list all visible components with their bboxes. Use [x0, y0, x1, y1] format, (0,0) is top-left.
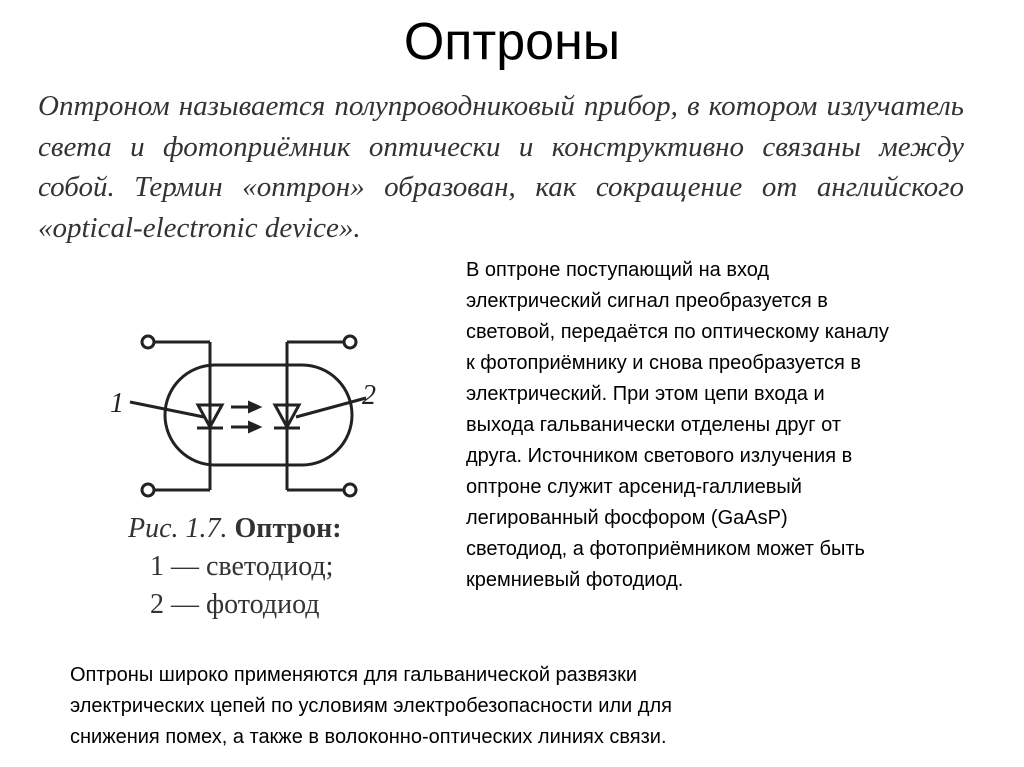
caption-heading — [128, 510, 418, 548]
light-arrow-icon — [249, 402, 260, 412]
light-arrow-icon — [249, 422, 260, 432]
diagram-label-2: 2 — [362, 380, 376, 411]
description-paragraph: В оптроне поступающий на вход электрический сигнал преобразуется в световой, передаётся по оптическому каналу к фотоприёмнику и снова преобразуется в электрический. При этом цепи входа и выхода гальванически отделены друг от друга. Источником светового излучения в оптроне служит арсенид-галлиевый легированный фосфором (GaAsP) светодиод, а фотоприёмником может быть кремниевый фотодиод. — [466, 259, 889, 591]
caption-legend-1: 1 — светодиод; — [150, 551, 334, 582]
caption-figure-number: Рис. 1.7. — [128, 513, 228, 544]
leader-line-2 — [296, 398, 366, 417]
diagram-label-1: 1 — [110, 388, 124, 419]
input-terminal-top — [142, 336, 154, 348]
output-terminal-top — [344, 336, 356, 348]
optocoupler-diagram — [100, 320, 420, 510]
caption-figure-name: Оптрон: — [234, 513, 342, 544]
optocoupler-figure — [100, 320, 420, 640]
input-terminal-bottom — [142, 484, 154, 496]
output-terminal-bottom — [344, 484, 356, 496]
caption-legend-2: 2 — фотодиод — [150, 589, 320, 620]
figure-caption — [128, 510, 418, 624]
intro-paragraph: Оптроном называется полупроводниковый прибор, в котором излучатель света и фотоприёмник оптически и конструктивно связаны между собой. Термин «оптрон» образован, как сокращение от английского «optical-electronic device». — [38, 90, 964, 244]
slide-title: Оптроны — [403, 13, 621, 71]
applications-paragraph: Оптроны широко применяются для гальванической развязки электрических цепей по условиям электробезопасности или для снижения помех, а также в волоконно-оптических линиях связи. — [70, 664, 672, 748]
